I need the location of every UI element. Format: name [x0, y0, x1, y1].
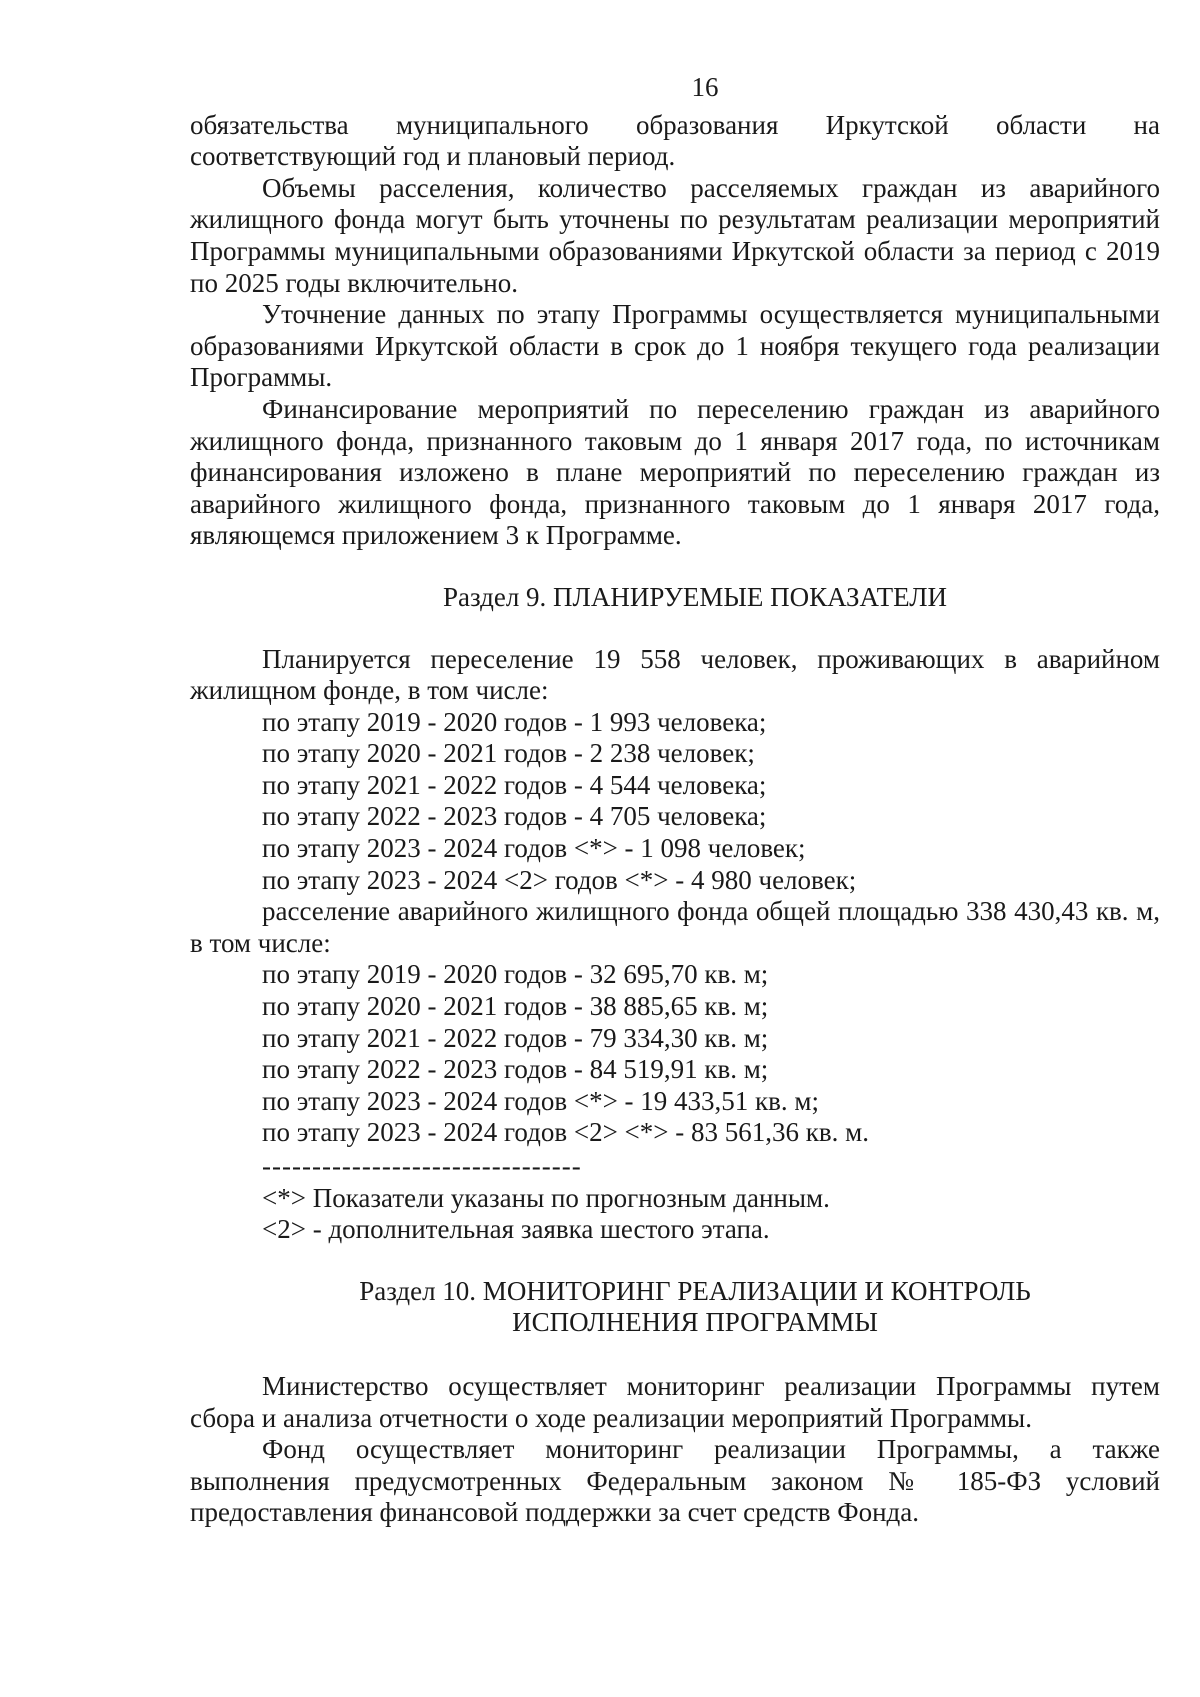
list-item: по этапу 2023 - 2024 годов <2> <*> - 83 561,36 кв. м.: [262, 1117, 869, 1148]
list-item: по этапу 2019 - 2020 годов - 1 993 человека;: [262, 706, 767, 737]
page-number: 16: [691, 72, 719, 102]
list-item: по этапу 2023 - 2024 годов <*> - 1 098 человек;: [262, 833, 806, 864]
list-item: по этапу 2019 - 2020 годов - 32 695,70 кв. м;: [262, 959, 769, 990]
paragraph-financing: Финансирование мероприятий по переселению граждан из аварийного жилищного фонда, признанного таковым до 1 января 2017 года, по источникам финансирования изложено в плане мероприятий по переселению граждан из аварийного жилищного фонда, признанного таковым до 1 января 2017 года, являющемся приложением 3 к Программе.: [190, 393, 1160, 551]
area-by-stage-list: [190, 959, 1160, 1149]
area-intro: расселение аварийного жилищного фонда общей площадью 338 430,43 кв. м, в том числе:: [190, 896, 1160, 958]
footnote-separator: --------------------------------: [262, 1151, 582, 1181]
section-9-intro: Планируется переселение 19 558 человек, проживающих в аварийном жилищном фонде, в том числе:: [190, 643, 1160, 706]
section-10-heading-line: Раздел 10. МОНИТОРИНГ РЕАЛИЗАЦИИ И КОНТРОЛЬ: [359, 1275, 1031, 1306]
footnote: <*> Показатели указаны по прогнозным данным.: [262, 1182, 830, 1213]
list-item: по этапу 2021 - 2022 годов - 4 544 человека;: [262, 769, 767, 800]
paragraph-obligations: обязательства муниципального образования Иркутской области на соответствующий год и плановый период.: [190, 109, 1160, 172]
section-9-heading: Раздел 9. ПЛАНИРУЕМЫЕ ПОКАЗАТЕЛИ: [442, 581, 948, 612]
people-by-stage-list: [190, 707, 1160, 897]
section-10-heading-line: ИСПОЛНЕНИЯ ПРОГРАММЫ: [512, 1307, 878, 1338]
document-page: [190, 72, 1160, 1529]
list-item: по этапу 2020 - 2021 годов - 2 238 человек;: [262, 738, 755, 769]
list-item: по этапу 2023 - 2024 <2> годов <*> - 4 980 человек;: [262, 864, 857, 895]
paragraph-volumes: Объемы расселения, количество расселяемых граждан из аварийного жилищного фонда могут быть уточнены по результатам реализации мероприятий Программы муниципальными образованиями Иркутской области за период с 2019 по 2025 годы включительно.: [190, 172, 1160, 298]
paragraph-fund-monitoring: Фонд осуществляет мониторинг реализации Программы, а также выполнения предусмотренных Федеральным законом № 185-ФЗ условий предоставления финансовой поддержки за счет средств Фонда.: [190, 1434, 1160, 1528]
footnote: <2> - дополнительная заявка шестого этапа.: [262, 1214, 770, 1245]
list-item: по этапу 2022 - 2023 годов - 4 705 человека;: [262, 801, 767, 832]
section-10-heading: [230, 1276, 1160, 1339]
paragraph-clarification: Уточнение данных по этапу Программы осуществляется муниципальными образованиями Иркутской области в срок до 1 ноября текущего года реализации Программы.: [190, 299, 1160, 393]
list-item: по этапу 2020 - 2021 годов - 38 885,65 кв. м;: [262, 991, 769, 1022]
list-item: по этапу 2023 - 2024 годов <*> - 19 433,51 кв. м;: [262, 1085, 819, 1116]
list-item: по этапу 2022 - 2023 годов - 84 519,91 кв. м;: [262, 1054, 769, 1085]
list-item: по этапу 2021 - 2022 годов - 79 334,30 кв. м;: [262, 1022, 769, 1053]
paragraph-ministry-monitoring: Министерство осуществляет мониторинг реализации Программы путем сбора и анализа отчетности о ходе реализации мероприятий Программы.: [190, 1370, 1160, 1433]
